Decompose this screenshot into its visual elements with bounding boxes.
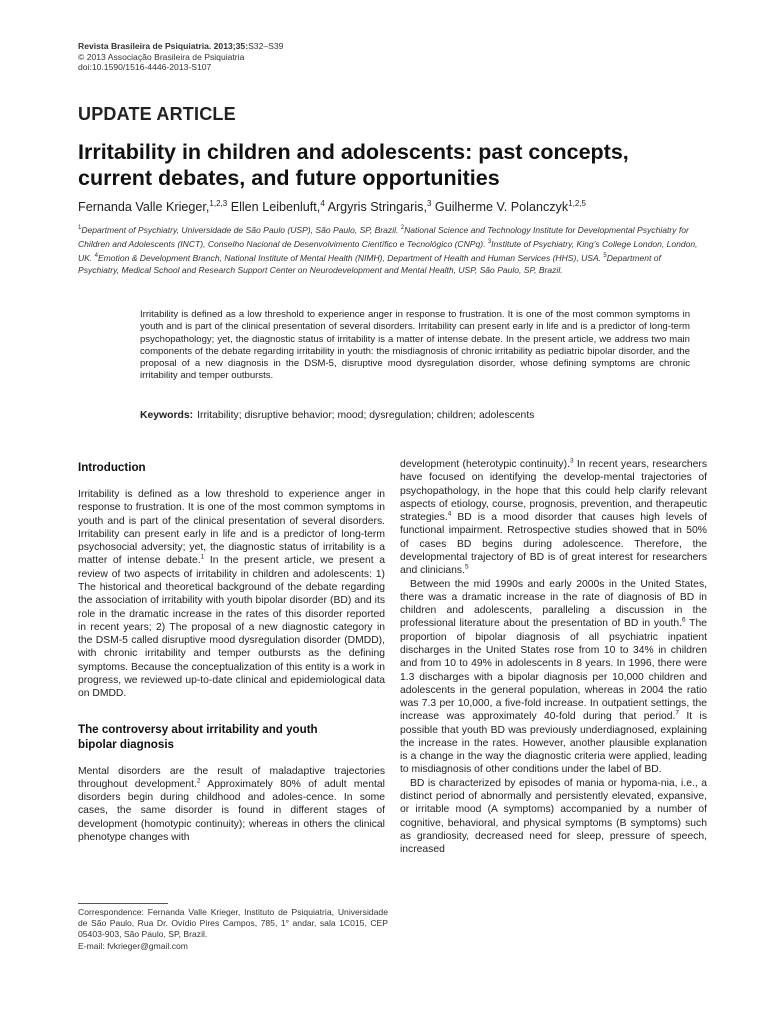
- author-name[interactable]: Fernanda Valle Krieger,: [78, 200, 210, 215]
- section-heading-controversy: The controversy about irritability and youth bipolar diagnosis: [78, 722, 318, 751]
- right-column: [400, 458, 707, 856]
- article-title: Irritability in children and adolescents: past concepts, current debates, and future opportunities: [78, 140, 629, 190]
- citation-ref[interactable]: 3: [569, 457, 574, 465]
- body-paragraph: development (heterotypic continuity).$^3$ In recent years, researchers have focused on identifying the develop-mental trajectories of psychopathology, in the hope that this could help clarify relevant aspects of etiology, course, prognosis, prevention, and therapeutic strategies.$^4$ BD is a mood disorder that causes high levels of functional impairment. Retrospective studies showed that in 50% of cases BD begins during adolescence. Therefore, the developmental trajectory of BD is of great interest for researchers and clinicians.$^5$: [400, 457, 707, 577]
- citation-ref[interactable]: 2: [196, 777, 201, 785]
- copyright-line: © 2013 Associação Brasileira de Psiquiatria: [78, 51, 245, 62]
- correspondence-note: Correspondence: Fernanda Valle Krieger, Instituto de Psiquiatria, Universidade de São Paulo, Rua Dr. Ovídio Pires Campos, 785, 1° andar, sala 1C015, CEP 05403-903, São Paulo, SP, Brazil. E-mail: fvkrieger@gmail.com: [78, 907, 388, 951]
- body-paragraph: Mental disorders are the result of maladaptive trajectories throughout development.$^2$ Approximately 80% of adult mental disorders begin during childhood and adoles-cence. In some cases, the same disorder is found in different stages of development (homotypic continuity); whereas in others the clinical phenotype changes with: [78, 765, 385, 843]
- body-paragraph: Between the mid 1990s and early 2000s in the United States, there was a dramatic increase in the rate of diagnosis of BD in children and adolescents, paralleling a discussion in the professional literature about the presentation of BD in youth.$^6$ The proportion of bipolar diagnosis of all psychiatric inpatient discharges in the United States rose from 10 to 34% in children and from 10 to 49% in adolescents in 8 years. In 1996, there were 1.3 discharges with a bipolar diagnosis per 10,000 children and adolescents in the general population, whereas in 2004 the ratio was 7.3 per 10,000, a five-fold increase. In outpatient settings, the increase was approximately 40-fold during that period.$^7$ It is possible that youth BD was previously underdiagnosed, explaining the increase in the rates. However, another plausible explanation is a change in the way the diagnostic criteria were applied, leading to misdiagnosis of other conditions under the label of BD.: [400, 578, 708, 776]
- section-label: UPDATE ARTICLE: [78, 104, 236, 124]
- footnote-divider: [78, 903, 168, 904]
- author-affiliation-ref: 1,2,3: [209, 199, 228, 208]
- keywords-label: Keywords:: [140, 410, 194, 421]
- citation-ref[interactable]: 7: [675, 709, 680, 717]
- affiliation-item: Institute of Psychiatry, King’s College London, London, UK.: [78, 238, 698, 264]
- citation-ref[interactable]: 6: [682, 616, 686, 624]
- journal-citation: Revista Brasileira de Psiquiatria. 2013;35:S32–S39: [78, 41, 284, 51]
- section-heading-introduction: Introduction: [78, 461, 146, 474]
- affiliation-item: Emotion & Development Branch, National Institute of Mental Health (NIMH), Department of Health and Human Services (HHS), USA.: [97, 253, 604, 264]
- affiliations: $^1$Department of Psychiatry, Universidade de São Paulo (USP), São Paulo, SP, Brazil. $^2$National Science and Technology Institute for Developmental Psychiatry for Children and Adolescents (INCT), Conselho Nacional de Desenvolvimento Científico e Tecnológico (CNPq). $^3$Institute of Psychiatry, King’s College London, London, UK. $^4$Emotion & Development Branch, National Institute of Mental Health (NIMH), Department of Health and Human Services (HHS), USA. $^5$Department of Psychiatry, Medical School and Research Support Center on Neurodevelopment and Mental Health, USP, São Paulo, SP, Brazil.: [78, 224, 698, 276]
- affiliation-item: Department of Psychiatry, Medical School and Research Support Center on Neurodevelopment and Mental Health, USP, São Paulo, SP, Brazil.: [78, 253, 661, 276]
- abstract: Irritability is defined as a low threshold to experience anger in response to frustration. It is one of the most common symptoms in youth and is part of the clinical presentation of several disorders. Irritability can present early in life and is a predictor of long-term psychopathology; yet, the diagnostic status of irritability is a matter of intense debate. In the present article, we address two main components of the debate regarding irritability in youth: the misdiagnosis of chronic irritability as pediatric bipolar disorder, and the proposal of a new diagnosis in the DSM-5, disruptive mood dysregulation disorder, whose defining symptoms are chronic irritability and temper outbursts.: [140, 309, 690, 382]
- author-name[interactable]: Argyris Stringaris,: [327, 200, 427, 215]
- citation-ref[interactable]: 5: [464, 563, 469, 571]
- author-name[interactable]: Ellen Leibenluft,: [230, 200, 321, 215]
- keywords: [140, 409, 700, 422]
- keywords-list: Irritability; disruptive behavior; mood; dysregulation; children; adolescents: [197, 410, 535, 421]
- body-paragraph: Irritability is defined as a low threshold to experience anger in response to frustration. It is one of the most common symptoms in youth and is part of the clinical presentation of several disorders. Irritability can present early in life and is a predictor of long-term psychosocial adversity; yet, the diagnostic status of irritability is a matter of intense debate.$^1$ In the present article, we present a review of two aspects of irritability in children and adolescents: 1) The historical and theoretical background of the debate regarding the association of irritability with youth bipolar disorder (BD) and its role in the dramatic increase in the rates of this disorder reported in recent years; 2) The proposal of a new diagnostic category in the DSM-5 called disruptive mood dysregulation disorder (DMDD), with chronic irritability and temper outbursts as the defining symptoms. Because the conceptualization of this entity is a work in progress, we reviewed up-to-date clinical and epidemiological data on DMDD.: [78, 489, 385, 700]
- doi-link[interactable]: doi:10.1590/1516-4446-2013-S107: [78, 62, 212, 73]
- citation-ref[interactable]: 4: [447, 510, 452, 518]
- author-affiliation-ref: 1,2,5: [568, 199, 586, 208]
- author-name[interactable]: Guilherme V. Polanczyk: [434, 200, 569, 215]
- affiliation-item: National Science and Technology Institute for Developmental Psychiatry for Children and Adolescents (INCT), Conselho Nacional de Desenvolvimento Científico e Tecnológico (CNPq).: [78, 224, 689, 249]
- body-paragraph: BD is characterized by episodes of mania or hypoma-nia, i.e., a distinct period of abnormally and persistently elevated, expansive, or irritable mood (A symptoms) accompanied by a number of cognitive, behavioral, and physical symptoms (B symptoms) such as grandiosity, decreased need for sleep, pressure of speech, increased: [400, 777, 707, 856]
- left-column: [78, 460, 385, 844]
- citation-ref[interactable]: 1: [200, 553, 205, 561]
- affiliation-item: Department of Psychiatry, Universidade de São Paulo (USP), São Paulo, SP, Brazil.: [81, 224, 401, 235]
- journal-header: [78, 41, 578, 73]
- author-list: [78, 196, 708, 215]
- correspondence-email[interactable]: E-mail: fvkrieger@gmail.com: [78, 940, 188, 951]
- author-affiliation-ref: 4: [320, 199, 325, 208]
- author-affiliation-ref: 3: [426, 199, 432, 208]
